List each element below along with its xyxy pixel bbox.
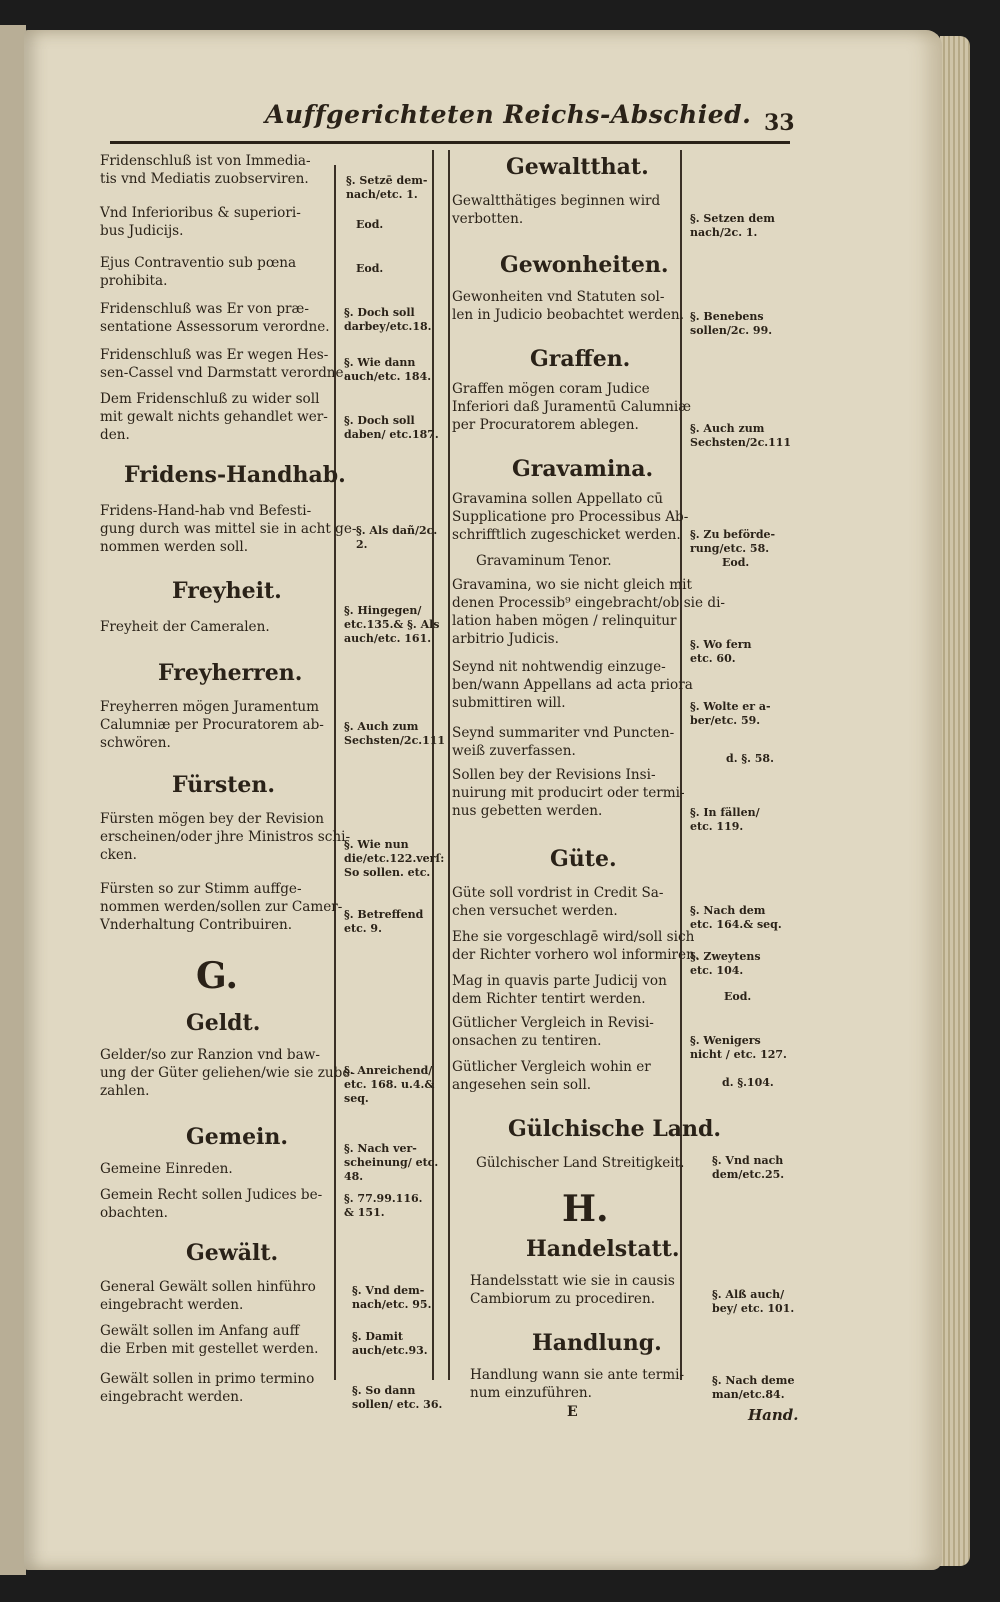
- section-heading: Gewält.: [186, 1240, 279, 1266]
- index-entry: Handlung wann sie ante termi- num einzuführen.: [470, 1367, 685, 1401]
- reference: Eod.: [356, 218, 384, 231]
- section-heading: Handelstatt.: [526, 1236, 680, 1262]
- reference: §. Als dañ/2c. 2.: [356, 524, 438, 551]
- index-entry: Gülchischer Land Streitigkeit.: [476, 1155, 685, 1171]
- index-entry: Ejus Contraventio sub pœna prohibita.: [100, 255, 297, 289]
- reference: §. Zweytens etc. 104.: [690, 950, 761, 977]
- page-number: 33: [764, 110, 795, 136]
- index-entry: Seynd nit nohtwendig einzuge- ben/wann Appellans ad acta priora submittiren will.: [452, 659, 693, 711]
- reference: Eod.: [724, 990, 752, 1003]
- column-divider: [432, 150, 434, 1380]
- page-edges: [940, 36, 970, 1566]
- reference: §. Wolte er a- ber/etc. 59.: [690, 700, 771, 727]
- index-entry: Ehe sie vorgeschlagē wird/soll sich der Richter vorhero wol informiren.: [452, 929, 700, 963]
- reference: §. Doch soll darbey/etc.18.: [344, 306, 432, 333]
- reference: §. Nach ver- scheinung/ etc. 48.: [344, 1142, 439, 1183]
- index-entry: Handelsstatt wie sie in causis Cambiorum zu procediren.: [470, 1273, 675, 1307]
- reference: §. Auch zum Sechsten/2c.111: [690, 422, 792, 449]
- book-spine-edge: [0, 25, 26, 1575]
- section-heading: Freyherren.: [158, 660, 303, 686]
- index-entry: Gemeine Einreden.: [100, 1161, 233, 1177]
- column-divider: [448, 150, 450, 1380]
- reference: §. Auch zum Sechsten/2c.111: [344, 720, 446, 747]
- index-entry: Gewält sollen im Anfang auff die Erben mit gestellet werden.: [100, 1323, 319, 1357]
- index-entry: Gravamina sollen Appellato cū Supplicatione pro Processibus Ab- schrifftlich zugeschicket werden.: [452, 491, 689, 543]
- reference: §. Anreichend/ etc. 168. u.4.& seq.: [344, 1064, 435, 1105]
- section-heading: Geldt.: [186, 1010, 261, 1036]
- index-entry: Dem Fridenschluß zu wider soll mit gewalt nichts gehandlet wer- den.: [100, 391, 328, 443]
- letter-heading: G.: [196, 955, 238, 997]
- index-entry: Fridens-Hand-hab vnd Befesti- gung durch was mittel sie in acht ge- nommen werden soll.: [100, 503, 357, 555]
- reference: §. Benebens sollen/2c. 99.: [690, 310, 773, 337]
- index-entry: Gewält sollen in primo termino eingebracht werden.: [100, 1371, 315, 1405]
- reference: §. Hingegen/ etc.135.& §. Als auch/etc. 161.: [344, 604, 440, 645]
- catchword: Hand.: [748, 1406, 799, 1424]
- section-heading: Freyheit.: [172, 578, 282, 604]
- reference: §. Wo fern etc. 60.: [690, 638, 752, 665]
- reference: §. Nach deme man/etc.84.: [712, 1374, 795, 1401]
- reference: §. Setzen dem nach/2c. 1.: [690, 212, 775, 239]
- reference: §. Wie dann auch/etc. 184.: [344, 356, 432, 383]
- reference: §. Setzē dem- nach/etc. 1.: [346, 174, 428, 201]
- reference: §. In fällen/ etc. 119.: [690, 806, 760, 833]
- index-entry: Fridenschluß was Er wegen Hes- sen-Cassel vnd Darmstatt verordne.: [100, 347, 348, 381]
- section-heading: Handlung.: [532, 1330, 662, 1356]
- reference: §. Wenigers nicht / etc. 127.: [690, 1034, 787, 1061]
- index-entry: Gelder/so zur Ranzion vnd baw- ung der Güter geliehen/wie sie zube- zahlen.: [100, 1047, 355, 1099]
- section-heading: Fridens-Handhab.: [124, 462, 346, 488]
- reference: §. Damit auch/etc.93.: [352, 1330, 428, 1357]
- index-entry: Fridenschluß was Er von præ- sentatione Assessorum verordne.: [100, 301, 330, 335]
- index-entry: Freyheit der Cameralen.: [100, 619, 270, 635]
- reference: §. Doch soll daben/ etc.187.: [344, 414, 439, 441]
- column-divider: [680, 150, 682, 1380]
- reference: d. §.104.: [722, 1076, 774, 1089]
- section-heading: Gemein.: [186, 1124, 289, 1150]
- index-entry: Sollen bey der Revisions Insi- nuirung mit producirt oder termi- nus gebetten werden.: [452, 767, 685, 819]
- section-heading: Gülchische Land.: [508, 1116, 722, 1142]
- reference: §. Betreffend etc. 9.: [344, 908, 424, 935]
- index-entry: Fürsten so zur Stimm auffge- nommen werden/sollen zur Camer- Vnderhaltung Contribuiren.: [100, 881, 343, 933]
- reference: §. Nach dem etc. 164.& seq.: [690, 904, 782, 931]
- index-entry: Gravamina, wo sie nicht gleich mit denen Processib⁹ eingebracht/ob sie di- lation haben mögen / relinquitur arbitrio Judicis.: [452, 577, 726, 647]
- reference: §. 77.99.116. & 151.: [344, 1192, 423, 1219]
- reference: §. Vnd dem- nach/etc. 95.: [352, 1284, 432, 1311]
- section-heading: Güte.: [550, 846, 617, 872]
- section-heading: Graffen.: [530, 346, 631, 372]
- section-heading: Gewaltthat.: [506, 154, 649, 180]
- index-entry: Gütlicher Vergleich wohin er angesehen sein soll.: [452, 1059, 651, 1093]
- index-entry: Gewonheiten vnd Statuten sol- len in Judicio beobachtet werden.: [452, 289, 685, 323]
- section-heading: Gravamina.: [512, 456, 654, 482]
- reference: §. Vnd nach dem/etc.25.: [712, 1154, 785, 1181]
- index-entry: Freyherren mögen Juramentum Calumniæ per Procuratorem ab- schwören.: [100, 699, 324, 751]
- index-entry: Mag in quavis parte Judicij von dem Richter tentirt werden.: [452, 973, 667, 1007]
- reference: Eod.: [722, 556, 750, 569]
- reference: §. Alß auch/ bey/ etc. 101.: [712, 1288, 795, 1315]
- index-entry: Graffen mögen coram Judice Inferiori daß Juramentū Calumniæ per Procuratorem ablegen.: [452, 381, 692, 433]
- index-entry: Seynd summariter vnd Puncten- weiß zuverfassen.: [452, 725, 675, 759]
- reference: §. Zu beförde- rung/etc. 58.: [690, 528, 776, 555]
- index-entry: Gewaltthätiges beginnen wird verbotten.: [452, 193, 661, 227]
- index-entry: Gütlicher Vergleich in Revisi- onsachen zu tentiren.: [452, 1015, 654, 1049]
- index-entry: General Gewält sollen hinführo eingebracht werden.: [100, 1279, 316, 1313]
- reference: Eod.: [356, 262, 384, 275]
- index-entry: Gemein Recht sollen Judices be- obachten.: [100, 1187, 323, 1221]
- header-rule: [110, 141, 790, 144]
- reference: §. So dann sollen/ etc. 36.: [352, 1384, 443, 1411]
- signature-mark: E: [567, 1404, 578, 1420]
- letter-heading: H.: [562, 1188, 609, 1230]
- section-heading: Gewonheiten.: [500, 252, 669, 278]
- reference: d. §. 58.: [726, 752, 774, 765]
- section-heading: Fürsten.: [172, 772, 276, 798]
- index-entry: Vnd Inferioribus & superiori- bus Judicijs.: [100, 205, 301, 239]
- index-entry: Gravaminum Tenor.: [476, 553, 612, 569]
- reference: §. Wie nun die/etc.122.verſ: So sollen. etc.: [344, 838, 445, 879]
- index-entry: Güte soll vordrist in Credit Sa- chen versuchet werden.: [452, 885, 664, 919]
- index-entry: Fridenschluß ist von Immedia- tis vnd Mediatis zuobserviren.: [100, 153, 311, 187]
- running-head: Auffgerichteten Reichs-Abschied.: [265, 100, 752, 129]
- index-entry: Fürsten mögen bey der Revision erscheinen/oder jhre Ministros schi- cken.: [100, 811, 351, 863]
